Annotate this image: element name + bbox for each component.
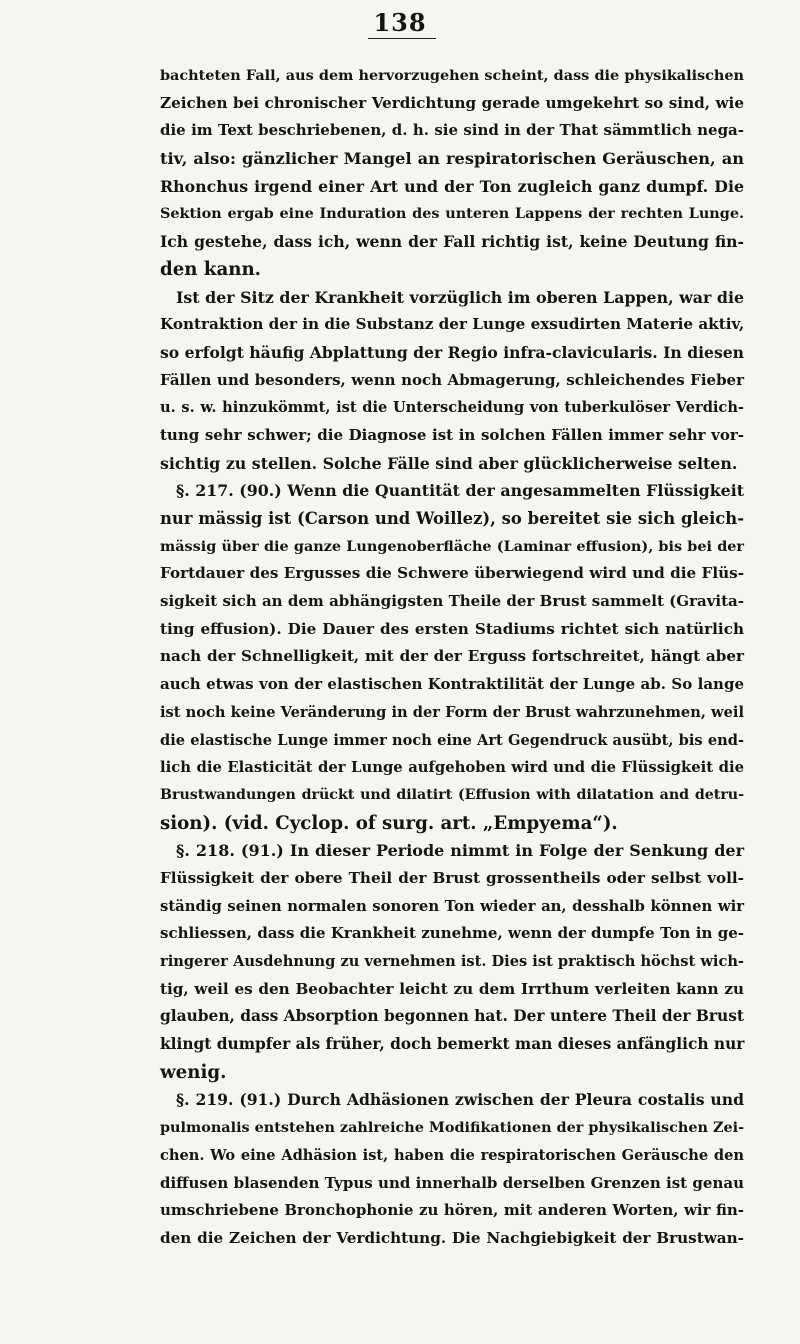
text-line: u. s. w. hinzukömmt, ist die Unterscheidung von tuberkulöser Verdich- [160, 399, 744, 417]
page-number: 138 [373, 8, 427, 37]
text-line: umschriebene Bronchophonie zu hören, mit anderen Worten, wir fin- [160, 1201, 744, 1220]
text-line: Rhonchus irgend einer Art und der Ton zugleich ganz dumpf. Die [160, 176, 744, 196]
text-line: den die Zeichen der Verdichtung. Die Nachgiebigkeit der Brustwan- [160, 1228, 744, 1247]
text-line: den kann. [160, 258, 262, 280]
text-line: so erfolgt häufig Abplattung der Regio infra-clavicularis. In diesen [160, 342, 744, 362]
text-line: §. 218. (91.) In dieser Periode nimmt in Folge der Senkung der [176, 841, 744, 861]
text-line: sichtig zu stellen. Solche Fälle sind aber glücklicherweise selten. [160, 453, 738, 473]
text-line: Ich gestehe, dass ich, wenn der Fall richtig ist, keine Deutung fin- [160, 232, 744, 252]
text-line: ringerer Ausdehnung zu vernehmen ist. Dies ist praktisch höchst wich- [160, 953, 744, 970]
text-line: nur mässig ist (Carson und Woillez), so bereitet sie sich gleich- [160, 509, 744, 528]
text-line: diffusen blasenden Typus und innerhalb derselben Grenzen ist genau [160, 1173, 744, 1192]
text-line: tig, weil es den Beobachter leicht zu dem Irrthum verleiten kann zu [160, 979, 744, 998]
text-line: tung sehr schwer; die Diagnose ist in solchen Fällen immer sehr vor- [160, 425, 744, 444]
text-line: sion). (vid. Cyclop. of surg. art. „Empyema“). [160, 812, 618, 834]
text-line: die im Text beschriebenen, d. h. sie sind in der That sämmtlich nega- [160, 121, 744, 140]
text-line: pulmonalis entstehen zahlreiche Modifikationen der physikalischen Zei- [160, 1119, 745, 1137]
text-line: Kontraktion der in die Substanz der Lunge exsudirten Materie aktiv, [160, 315, 745, 334]
text-line: tiv, also: gänzlicher Mangel an respiratorischen Geräuschen, an [160, 149, 744, 169]
text-line: nach der Schnelligkeit, mit der der Erguss fortschreitet, hängt aber [160, 647, 744, 666]
text-line: auch etwas von der elastischen Kontraktilität der Lunge ab. So lange [160, 675, 744, 694]
text-line: wenig. [160, 1061, 227, 1083]
text-line: sigkeit sich an dem abhängigsten Theile der Brust sammelt (Gravita- [160, 592, 744, 611]
text-line: lich die Elasticität der Lunge aufgehoben wird und die Flüssigkeit die [160, 759, 744, 777]
text-line: chen. Wo eine Adhäsion ist, haben die respiratorischen Geräusche den [160, 1146, 744, 1164]
text-line: schliessen, dass die Krankheit zunehme, wenn der dumpfe Ton in ge- [160, 924, 744, 943]
text-line: glauben, dass Absorption begonnen hat. Der untere Theil der Brust [160, 1007, 744, 1026]
text-line: die elastische Lunge immer noch eine Art Gegendruck ausübt, bis end- [160, 731, 744, 749]
body-text [160, 62, 744, 1253]
text-line: Flüssigkeit der obere Theil der Brust grossentheils oder selbst voll- [160, 868, 744, 887]
text-line: Fortdauer des Ergusses die Schwere überwiegend wird und die Flüs- [160, 564, 744, 583]
page-number-rule [368, 38, 436, 39]
text-line: mässig über die ganze Lungenoberfläche (Laminar effusion), bis bei der [160, 537, 744, 555]
text-line: Fällen und besonders, wenn noch Abmagerung, schleichendes Fieber [160, 370, 744, 389]
text-line: Brustwandungen drückt und dilatirt (Effusion with dilatation and detru- [160, 786, 744, 803]
text-line: ständig seinen normalen sonoren Ton wieder an, desshalb können wir [160, 897, 744, 915]
text-line: Ist der Sitz der Krankheit vorzüglich im oberen Lappen, war die [176, 287, 744, 307]
text-line: bachteten Fall, aus dem hervorzugehen scheint, dass die physikalischen [160, 67, 744, 84]
text-line: §. 217. (90.) Wenn die Quantität der angesammelten Flüssigkeit [176, 481, 744, 501]
text-line: Zeichen bei chronischer Verdichtung gerade umgekehrt so sind, wie [160, 93, 744, 112]
text-line: ist noch keine Veränderung in der Form der Brust wahrzunehmen, weil [160, 703, 744, 721]
text-line: Sektion ergab eine Induration des unteren Lappens der rechten Lunge. [160, 205, 744, 223]
text-line: §. 219. (91.) Durch Adhäsionen zwischen der Pleura costalis und [176, 1090, 744, 1110]
text-line: ting effusion). Die Dauer des ersten Stadiums richtet sich natürlich [160, 619, 744, 638]
text-line: klingt dumpfer als früher, doch bemerkt man dieses anfänglich nur [160, 1035, 745, 1054]
